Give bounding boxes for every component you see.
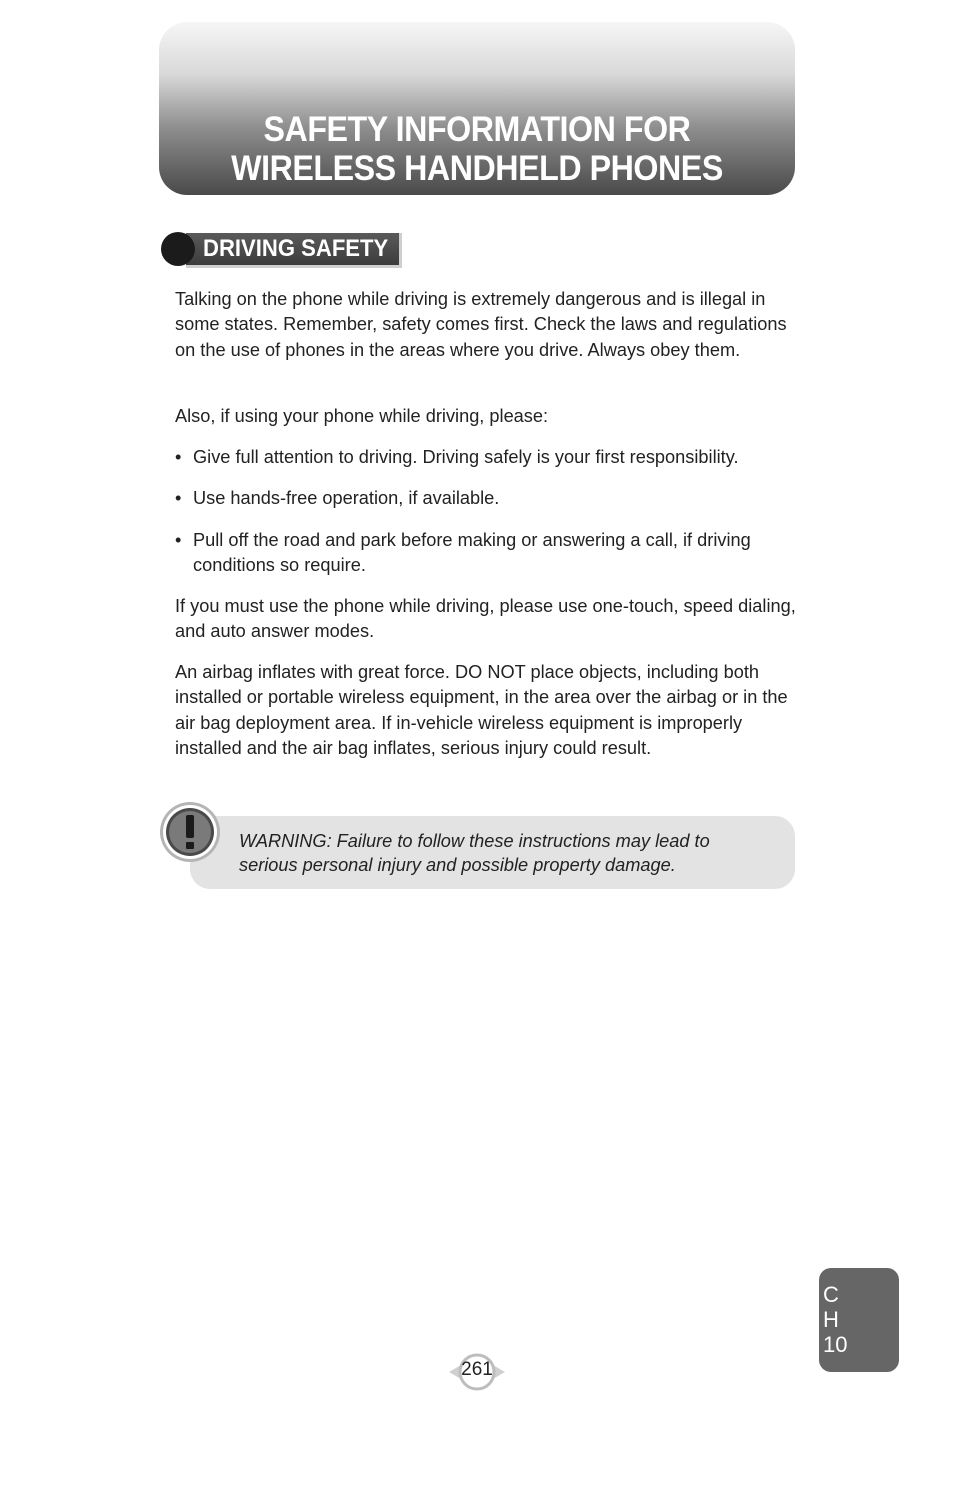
- exclamation-icon: [159, 801, 221, 863]
- section-heading: [161, 231, 406, 269]
- page-title: [184, 110, 769, 188]
- chapter-tab-label: [823, 1282, 847, 1357]
- warning-text-line-1: WARNING: Failure to follow these instructions may lead to: [239, 831, 710, 851]
- warning-text: [239, 829, 779, 877]
- section-heading-label: DRIVING SAFETY: [203, 235, 389, 262]
- paragraph-driving-laws: Talking on the phone while driving is extremely dangerous and is illegal in some states. Remember, safety comes first. Check the laws and regulations on the use of phones in the areas where you drive. Always obey them.: [175, 289, 787, 360]
- paragraph-airbag: An airbag inflates with great force. DO NOT place objects, including both installed or portable wireless equipment, in the area over the airbag or in the air bag deployment area. If in-vehicle wireless equipment is improperly installed and the air bag inflates, serious injury could result.: [175, 662, 788, 758]
- chapter-tab-line-3: 10: [823, 1332, 848, 1357]
- chapter-tab-line-1: C: [823, 1282, 839, 1307]
- list-item-text: Give full attention to driving. Driving safely is your first responsibility.: [193, 447, 739, 467]
- paragraph-intro-list: Also, if using your phone while driving, please:: [175, 406, 549, 426]
- paragraph-one-touch: If you must use the phone while driving, please use one-touch, speed dialing, and auto answer modes.: [175, 596, 796, 642]
- page-number: 261: [461, 1359, 493, 1380]
- bullet-dot-icon: •: [175, 447, 182, 467]
- page-title-line-1: SAFETY INFORMATION FOR: [263, 110, 691, 149]
- bullet-dot-icon: •: [175, 488, 182, 508]
- chapter-tab-line-2: H: [823, 1307, 839, 1332]
- title-banner: [159, 22, 795, 195]
- list-item-text: Use hands-free operation, if available.: [193, 488, 500, 508]
- section-bullet-icon: [161, 232, 195, 266]
- warning-text-line-2: serious personal injury and possible property damage.: [239, 855, 676, 875]
- list-item-text: Pull off the road and park before making or answering a call, if driving conditions so require.: [193, 530, 751, 576]
- page-title-line-2: WIRELESS HANDHELD PHONES: [231, 149, 723, 188]
- bullet-dot-icon: •: [175, 530, 182, 550]
